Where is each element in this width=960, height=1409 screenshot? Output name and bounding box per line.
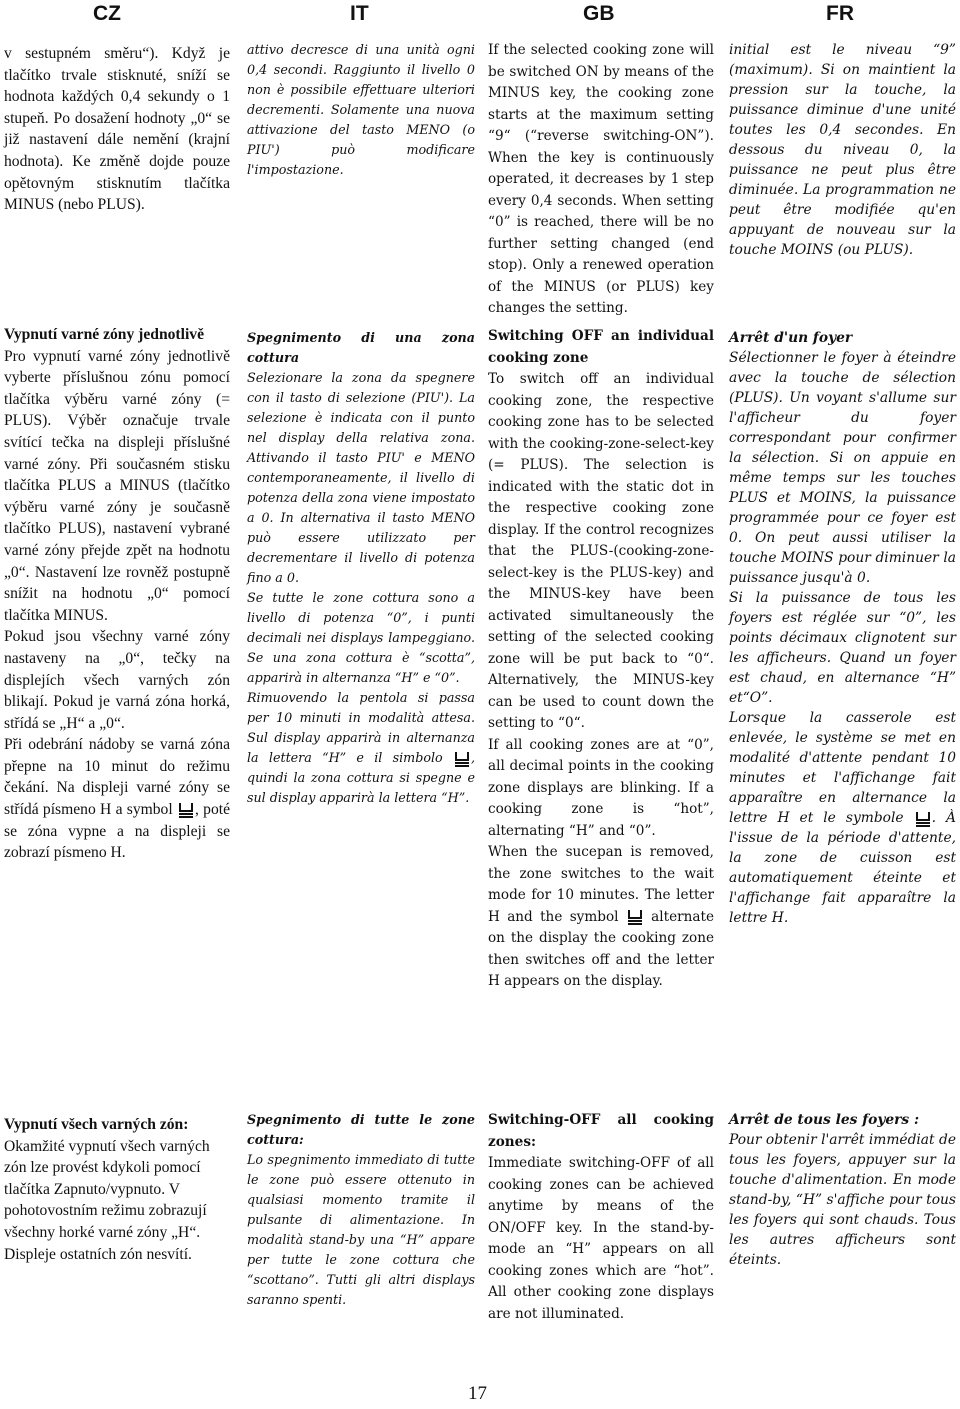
header-gb: GB	[583, 2, 615, 25]
fr-heading-switch-off-all: Arrêt de tous les foyers :	[729, 1112, 920, 1128]
fr-paragraph: Pour obtenir l'arrêt immédiat de tous les foyers, appuyer sur la touche d'alimentation. En mode stand-by, “H” s'affiche pour tous les foyers qui sont chauds. Tous les autres afficheurs sont éteints.	[729, 1132, 956, 1268]
cz-section3	[4, 1114, 230, 1265]
fr-section3	[729, 1110, 956, 1270]
it-section2	[247, 328, 475, 808]
fr-paragraph: Sélectionner le foyer à éteindre avec la touche de sélection (PLUS). Un voyant s'allume sur l'afficheur du foyer correspondant pour confirmer la sélection. Si on appuie en même temps sur les touches PLUS et MOINS, la puissance programmée pour ce foyer est 0. On peut aussi utiliser la touche MOINS pour diminuer la puissance jusqu'à 0.	[729, 350, 956, 586]
cz-section1	[4, 43, 230, 216]
cz-section2	[4, 324, 230, 864]
page-number: 17	[468, 1383, 487, 1404]
fr-section2	[729, 328, 956, 928]
fr-paragraph: initial est le niveau “9” (maximum). Si on maintient la pression sur la touche, la puissance diminue d'une unité toutes les 0,4 secondes. En dessous du niveau 0, la puissance ne peut plus être diminuée. La programmation ne peut être modifiée qu'en appuyant de nouveau sur la touche MOINS (ou PLUS).	[729, 42, 956, 258]
it-paragraph	[247, 688, 475, 808]
it-paragraph: Selezionare la zona da spegnere con il tasto di selezione (PIU'). La selezione è indicata con il punto nel display della relativa zona. Attivando il tasto PIU' e MENO contemporaneamente, il livello di potenza della zona viene impostato a 0. In alternativa il tasto MENO può essere utilizzato per decrementare il livello di potenza fino a 0.	[247, 370, 475, 585]
cz-paragraph: Pro vypnutí varné zóny jednotlivě vyberte příslušnou zónu pomocí tlačítka výběru varné zóny (= PLUS). Výběr označuje trvale svítící tečka na displeji příslušné varné zóny. Při současném stisku tlačítka PLUS a MINUS (tlačítko výběru varné zóny je současně tlačítko PLUS), nastavení vybrané varné zóny přejde zpět na hodnotu „0“. Nastavení lze rovněž postupně snížit na hodnotu „0“ pomocí tlačítka MINUS.	[4, 347, 230, 624]
gb-heading-switch-off-individual: Switching OFF an individual cooking zone	[488, 328, 714, 366]
gb-section1	[488, 40, 714, 320]
header-cz: CZ	[93, 2, 121, 25]
cz-text: , poté se zóna vypne a na displeji se zobrazí písmeno H.	[4, 801, 230, 862]
fr-paragraph: Si la puissance de tous les foyers est réglée sur “0”, les points décimaux clignotent sur les afficheurs. Quand un foyer est chaud, en alternance “H” et“O”.	[729, 590, 956, 706]
header-fr: FR	[826, 2, 854, 25]
gb-paragraph: To switch off an individual cooking zone, the respective cooking zone has to be selected with the cooking-zone-select-key (= PLUS). The selection is indicated with the static dot in the respective cooking zone display. If the control recognizes that the PLUS-(cooking-zone-select-key is the PLUS-key) and the MINUS-key have been activated simultaneously the setting of the selected cooking zone will be put back to “0“. Alternatively, the MINUS-key can be used to count down the setting to “0“.	[488, 371, 714, 731]
cz-paragraph: Pokud jsou všechny varné zóny nastaveny na „0“, tečky na displejích všech varných zón blikají. Pokud je varná zóna horká, střídá se „H“ a „0“.	[4, 628, 230, 732]
fr-heading-switch-off-individual: Arrêt d'un foyer	[729, 330, 853, 346]
it-paragraph: attivo decresce di una unità ogni 0,4 secondi. Raggiunto il livello 0 non è possibile effettuare ulteriori decrementi. Solamente una nuova attivazione del tasto MENO (o PIU') può modificare l'impostazione.	[247, 42, 475, 177]
pot-wait-symbol-icon	[453, 750, 471, 768]
pot-wait-symbol-icon	[177, 801, 195, 819]
pot-wait-symbol-icon	[626, 908, 644, 926]
cz-heading-switch-off-individual: Vypnutí varné zóny jednotlivě	[4, 326, 204, 343]
fr-text: Lorsque la casserole est enlevée, le système se met en modalité d'attente pendant 10 minutes et l'affichange fait apparaître en alternance la lettre H et le symbole	[729, 710, 956, 826]
cz-text: Při odebrání nádoby se varná zóna přepne na 10 minut do režimu čekání. Na displeji varné zóny se střídá písmeno H a symbol	[4, 736, 230, 819]
gb-heading-switch-off-all: Switching-OFF all cooking zones:	[488, 1112, 714, 1150]
header-it: IT	[350, 2, 369, 25]
it-section3	[247, 1110, 475, 1310]
gb-section2	[488, 326, 714, 993]
fr-section1	[729, 40, 956, 260]
gb-paragraph: Immediate switching-OFF of all cooking zones can be achieved anytime by means of the ON/OFF key. In the stand-by-mode an “H” appears on all cooking zones which are “hot”. All other cooking zone displays are not illuminated.	[488, 1155, 714, 1322]
it-text: Rimuovendo la pentola si passa per 10 minuti in modalità attesa. Sul display apparirà in alternanza la lettera “H” e il simbolo	[247, 690, 475, 765]
gb-paragraph: If the selected cooking zone will be switched ON by means of the MINUS key, the cooking zone starts at the maximum setting “9“ (“reverse switching-ON”). When the key is continuously operated, it decreases by 1 step every 0,4 seconds. When setting “0” is reached, there will be no further setting changed (end stop). Only a renewed operation of the MINUS (or PLUS) key changes the setting.	[488, 42, 714, 316]
cz-paragraph	[4, 734, 230, 864]
cz-paragraph: Okamžité vypnutí všech varných zón lze provést kdykoli pomocí tlačítka Zapnuto/vypnuto. V pohotovostním režimu zobrazují všechny horké varné zóny „H“. Displeje ostatních zón nesvítí.	[4, 1137, 210, 1263]
it-heading-switch-off-individual: Spegnimento di una zona cottura	[247, 330, 475, 365]
gb-section3	[488, 1110, 714, 1325]
it-text: , quindi la zona cottura si spegne e sul display apparirà la lettera “H”.	[247, 750, 475, 805]
it-heading-switch-off-all: Spegnimento di tutte le zone cottura:	[247, 1112, 475, 1147]
it-paragraph: Lo spegnimento immediato di tutte le zone può essere ottenuto in qualsiasi momento tramite il pulsante di alimentazione. In modalità stand-by una “H” appare per tutte le zone cottura che “scottano”. Tutti gli altri displays saranno spenti.	[247, 1152, 475, 1307]
gb-paragraph: If all cooking zones are at “0”, all decimal points in the cooking zone displays are blinking. If a cooking zone is “hot”, alternating “H” and “0”.	[488, 736, 714, 839]
it-section1	[247, 40, 475, 180]
it-paragraph: Se tutte le zone cottura sono a livello di potenza “0”, i punti decimali nei displays lampeggiano. Se una zona cottura è “scotta”, apparirà in alternanza “H” e “0”.	[247, 590, 475, 685]
pot-wait-symbol-icon	[914, 810, 932, 828]
cz-heading-switch-off-all: Vypnutí všech varných zón:	[4, 1116, 189, 1133]
gb-text: When the sucepan is removed, the zone switches to the wait mode for 10 minutes. The letter H and the symbol	[488, 844, 714, 925]
fr-paragraph	[729, 708, 956, 928]
fr-text: . À l'issue de la période d'attente, la zone de cuisson est automatiquement éteinte et l'affichange fait apparaître la lettre H.	[729, 810, 956, 926]
gb-paragraph	[488, 842, 714, 993]
cz-paragraph: v sestupném směru“). Když je tlačítko trvale stisknuté, sníží se hodnota každých 0,4 sekundy o 1 stupeň. Po dosažení hodnoty „0“ se již nastavení dále nemění (krajní hodnota). Ke změně dojde pouze opětovným stisknutím tlačítka MINUS (nebo PLUS).	[4, 45, 230, 214]
gb-text: alternate on the display the cooking zone then switches off and the letter H appears on the display.	[488, 908, 714, 989]
